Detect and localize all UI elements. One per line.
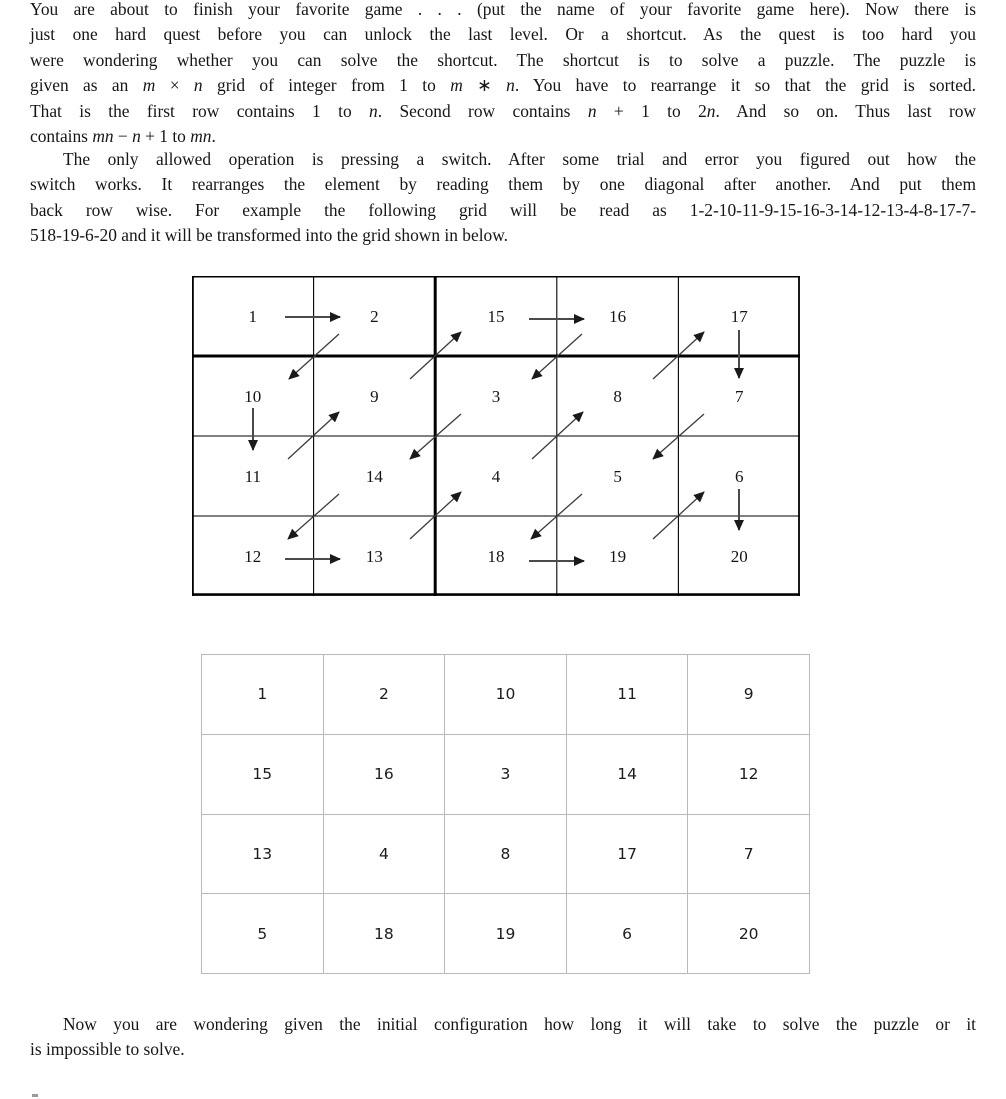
grid-after-cell-r3c0: 5: [202, 894, 324, 974]
grid-before-cell-r3c0: 12: [244, 547, 262, 566]
grid-after-cell-r2c2: 8: [445, 815, 567, 895]
grid-before-cell-r0c2: 15: [487, 307, 505, 326]
grid-before-cell-r0c0: 1: [248, 307, 258, 326]
text-line: just one hard quest before you can unlock the last level. Or a shortcut. As the quest is too hard you: [30, 24, 976, 45]
text-line: is impossible to solve.: [30, 1039, 185, 1060]
cutoff-next-line-fragment: [32, 1094, 38, 1097]
text-line: You are about to finish your favorite game . . . (put the name of your favorite game here). Now there is: [30, 0, 976, 19]
grid-after-cell-r0c4: 9: [688, 655, 810, 735]
text-line: 518-19-6-20 and it will be transformed into the grid shown in below.: [30, 225, 508, 246]
grid-after-cell-r3c3: 6: [567, 894, 689, 974]
result-grid: [201, 654, 810, 974]
grid-before-cell-r2c0: 11: [244, 467, 261, 486]
text-line: The only allowed operation is pressing a switch. After some trial and error you figured out how the: [63, 149, 976, 169]
text-line: Now you are wondering given the initial configuration how long it will take to solve the puzzle or it: [63, 1014, 976, 1034]
grid-before-cell-r3c2: 18: [487, 547, 505, 566]
paragraph-question: [30, 1012, 976, 1063]
grid-before-cell-r1c0: 10: [244, 387, 262, 406]
grid-after-cell-r1c3: 14: [567, 735, 689, 815]
diagonal-read-figure: [192, 276, 800, 596]
paragraph-intro: [30, 0, 976, 149]
grid-after-cell-r2c4: 7: [688, 815, 810, 895]
grid-before-cell-r3c3: 19: [609, 547, 627, 566]
grid-before-cell-r0c1: 2: [370, 307, 379, 326]
grid-before-cell-r1c2: 3: [491, 387, 501, 406]
diagonal-arrows: [253, 317, 739, 561]
grid-after-cell-r3c2: 19: [445, 894, 567, 974]
grid-before-cell-r2c3: 5: [613, 467, 622, 486]
grid-before-cell-r0c3: 16: [609, 307, 627, 326]
grid-before-cell-r1c4: 7: [734, 387, 744, 406]
paragraph-switch: [30, 147, 976, 249]
grid-after-cell-r0c1: 2: [324, 655, 446, 735]
grid-after-cell-r3c4: 20: [688, 894, 810, 974]
text-line: contains mn − n + 1 to mn.: [30, 126, 216, 147]
text-line: back row wise. For example the following grid will be read as 1-2-10-11-9-15-16-3-14-12-13-4-8-17-7-: [30, 199, 976, 220]
grid-before-cell-r2c4: 6: [734, 467, 744, 486]
grid-before-cell-r1c3: 8: [613, 387, 622, 406]
grid-after-cell-r0c3: 11: [567, 655, 689, 735]
grid-after-cell-r3c1: 18: [324, 894, 446, 974]
text-line: given as an m × n grid of integer from 1 to m ∗ n. You have to rearrange it so that the grid is sorted.: [30, 75, 976, 96]
grid-after-cell-r0c2: 10: [445, 655, 567, 735]
grid-after-cell-r1c1: 16: [324, 735, 446, 815]
grid-before-cell-r2c2: 4: [491, 467, 501, 486]
grid-before-cell-r0c4: 17: [730, 307, 748, 326]
grid-after-cell-r2c1: 4: [324, 815, 446, 895]
text-line: switch works. It rearranges the element by reading them by one diagonal after another. And put them: [30, 174, 976, 195]
grid-before-cell-r2c1: 14: [365, 467, 383, 486]
grid-after-cell-r1c2: 3: [445, 735, 567, 815]
grid-before-cell-r1c1: 9: [370, 387, 379, 406]
grid-after-cell-r1c4: 12: [688, 735, 810, 815]
grid-after-cell-r2c0: 13: [202, 815, 324, 895]
grid-after-cell-r0c0: 1: [202, 655, 324, 735]
text-line: were wondering whether you can solve the shortcut. The shortcut is to solve a puzzle. The puzzle is: [30, 49, 976, 70]
grid-after-cell-r1c0: 15: [202, 735, 324, 815]
grid-after-cell-r2c3: 17: [567, 815, 689, 895]
grid-before-cell-r3c4: 20: [730, 547, 748, 566]
grid-before-cell-r3c1: 13: [365, 547, 383, 566]
text-line: That is the first row contains 1 to n. Second row contains n + 1 to 2n. And so on. Thus last row: [30, 100, 977, 121]
